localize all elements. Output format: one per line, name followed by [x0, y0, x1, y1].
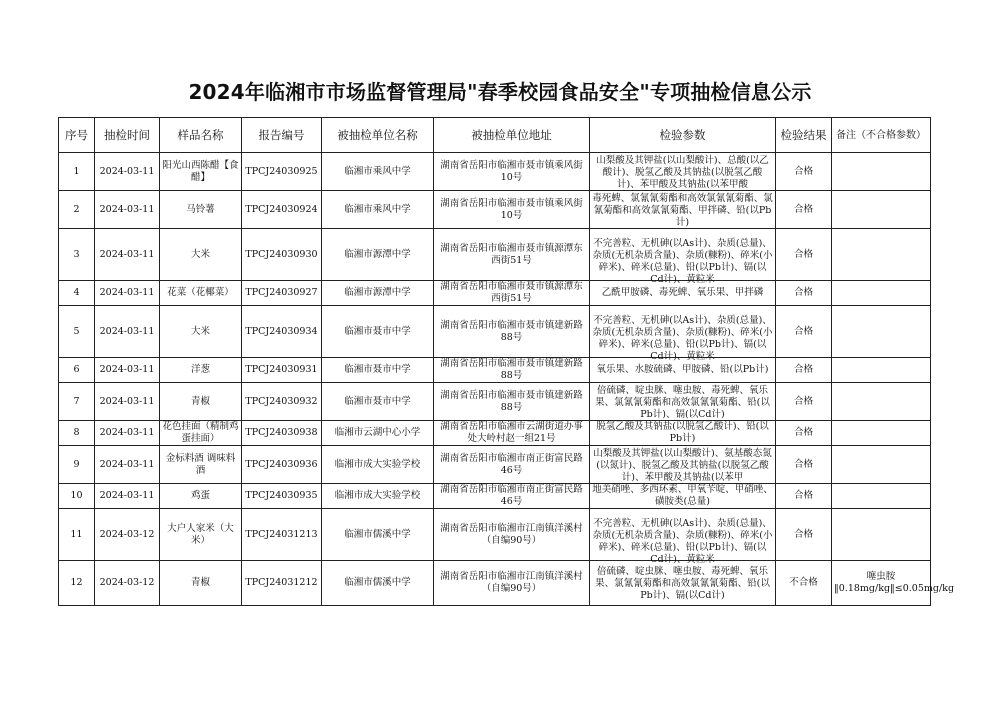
cell-sample: [160, 306, 242, 358]
cell-no: [59, 306, 95, 358]
cell-sample-text: 金标料酒 调味料酒: [165, 452, 236, 476]
cell-date: [95, 358, 160, 383]
cell-sample: [160, 358, 242, 383]
cell-sample: [160, 191, 242, 229]
cell-address: [434, 153, 590, 191]
cell-report: [242, 281, 322, 306]
cell-note-text: 噻虫胺‖0.18mg/kg‖≤0.05mg/kg: [834, 571, 955, 594]
header-cell-report: 报告编号: [242, 118, 322, 153]
cell-note: [832, 421, 931, 446]
cell-no: [59, 383, 95, 421]
cell-no: [59, 509, 95, 561]
inspection-table: [58, 117, 955, 606]
cell-params-text: 不完善粒、无机砷(以As计)、杂质(总量)、杂质(无机杂质含量)、杂质(糠粉)、碎米(小碎米)、碎米(总量)、铅(以Pb计)、镉(以Cd计)、黄粒米: [592, 237, 773, 285]
cell-unit-text: 临湘市成大实验学校: [334, 458, 421, 470]
cell-address-text: 湖南省岳阳市临湘市云湖街道办事处大岭村赵一组21号: [440, 421, 583, 444]
cell-result: [776, 191, 832, 229]
cell-params-text: 倍硫磷、啶虫脒、噻虫胺、毒死蜱、氧乐果、氯氰氰菊酯和高效氯氰氰菊酯、铅(以Pb计)、镉(以Cd计): [595, 384, 770, 420]
cell-result: [776, 421, 832, 446]
table-row: [59, 306, 931, 358]
table-row: [59, 358, 931, 383]
cell-result-text: 合格: [793, 364, 813, 375]
header-cell-note: 备注（不合格参数）: [832, 118, 931, 153]
cell-result: [776, 484, 832, 509]
cell-address: [434, 561, 590, 606]
cell-sample-text: 花色挂面（精制鸡蛋挂面）: [162, 421, 239, 444]
table-row: [59, 484, 931, 509]
cell-result: [776, 281, 832, 306]
table-row: [59, 153, 931, 191]
cell-params: [590, 561, 776, 606]
cell-date-text: 2024-03-12: [99, 577, 155, 588]
cell-report-text: TPCJ24030925: [245, 165, 318, 177]
header-cell-params: 检验参数: [590, 118, 776, 153]
table-row: [59, 191, 931, 229]
cell-unit-text: 临湘市乘风中学: [344, 203, 411, 215]
cell-unit-text: 临湘市聂市中学: [344, 325, 411, 337]
cell-address-text: 湖南省岳阳市临湘市聂市镇建新路88号: [440, 389, 583, 413]
cell-sample-text: 青椒: [190, 395, 210, 407]
cell-result-text: 合格: [793, 427, 813, 438]
cell-result-text: 合格: [793, 490, 813, 501]
cell-date-text: 2024-03-11: [99, 325, 155, 337]
cell-report: [242, 509, 322, 561]
cell-report: [242, 421, 322, 446]
cell-note: [832, 153, 931, 191]
cell-sample: [160, 229, 242, 281]
cell-params-text: 地美硝唑、多西环素、甲氧苄啶、甲硝唑、磺胺类(总量): [592, 484, 773, 507]
cell-params: [590, 421, 776, 446]
cell-note: [832, 561, 955, 606]
cell-result-text: 合格: [793, 203, 813, 215]
cell-date: [95, 306, 160, 358]
cell-sample: [160, 281, 242, 306]
cell-no: [59, 191, 95, 229]
cell-report-text: TPCJ24030924: [245, 203, 318, 215]
cell-sample-text: 马铃薯: [186, 203, 215, 215]
cell-note: [832, 509, 931, 561]
cell-result-text: 合格: [793, 165, 813, 177]
cell-no: [59, 358, 95, 383]
table-row: [59, 229, 931, 281]
cell-address: [434, 383, 590, 421]
header-row: [59, 118, 931, 153]
header-cell-unit: 被抽检单位名称: [322, 118, 434, 153]
cell-unit: [322, 306, 434, 358]
cell-note: [832, 446, 931, 484]
cell-address-text: 湖南省岳阳市临湘市聂市镇源潭东西街51号: [440, 281, 583, 304]
cell-sample: [160, 484, 242, 509]
cell-result: [776, 561, 832, 606]
cell-date: [95, 561, 160, 606]
cell-report: [242, 229, 322, 281]
cell-date-text: 2024-03-11: [99, 490, 155, 501]
cell-date: [95, 421, 160, 446]
cell-date: [95, 229, 160, 281]
cell-no-text: 3: [73, 248, 80, 260]
cell-report-text: TPCJ24030935: [245, 490, 318, 501]
cell-no-text: 6: [73, 364, 80, 375]
cell-report: [242, 306, 322, 358]
cell-unit: [322, 153, 434, 191]
cell-report: [242, 191, 322, 229]
cell-unit: [322, 561, 434, 606]
cell-address: [434, 484, 590, 509]
cell-no-text: 5: [73, 325, 80, 337]
table-body: [59, 153, 955, 606]
page-title: 2024年临湘市市场监督管理局"春季校园食品安全"专项抽检信息公示: [188, 80, 812, 104]
cell-address: [434, 421, 590, 446]
cell-result: [776, 383, 832, 421]
cell-report: [242, 358, 322, 383]
table-row: [59, 561, 931, 606]
cell-note: [832, 484, 931, 509]
cell-address: [434, 306, 590, 358]
cell-date-text: 2024-03-12: [99, 528, 155, 540]
table-row: [59, 446, 931, 484]
cell-result: [776, 358, 832, 383]
cell-address: [434, 229, 590, 281]
cell-note: [832, 281, 931, 306]
cell-date-text: 2024-03-11: [99, 165, 155, 177]
cell-unit: [322, 383, 434, 421]
cell-unit-text: 临湘市源潭中学: [344, 287, 411, 298]
cell-report-text: TPCJ24030932: [245, 395, 318, 407]
cell-address: [434, 281, 590, 306]
cell-report: [242, 153, 322, 191]
cell-no-text: 7: [73, 395, 80, 407]
cell-date-text: 2024-03-11: [99, 287, 155, 298]
cell-unit-text: 临湘市儒溪中学: [344, 528, 411, 540]
cell-unit-text: 临湘市聂市中学: [344, 364, 411, 375]
cell-result: [776, 509, 832, 561]
cell-params-text: 氧乐果、水胺硫磷、甲胺磷、铅(以Pb计): [596, 364, 769, 375]
cell-sample-text: 大米: [190, 325, 210, 337]
cell-sample-text: 洋葱: [190, 364, 210, 375]
cell-no: [59, 281, 95, 306]
cell-report: [242, 484, 322, 509]
cell-no: [59, 484, 95, 509]
header-cell-no: 序号: [59, 118, 95, 153]
cell-report-text: TPCJ24030934: [245, 325, 318, 337]
cell-unit: [322, 421, 434, 446]
cell-date: [95, 153, 160, 191]
cell-no: [59, 153, 95, 191]
cell-unit: [322, 191, 434, 229]
cell-sample: [160, 561, 242, 606]
cell-result-text: 不合格: [789, 577, 818, 588]
cell-report-text: TPCJ24030930: [245, 248, 318, 260]
cell-unit: [322, 229, 434, 281]
cell-sample-text: 花菜（花椰菜）: [167, 287, 234, 298]
table-row: [59, 509, 931, 561]
cell-sample: [160, 383, 242, 421]
cell-note: [832, 383, 931, 421]
cell-unit: [322, 509, 434, 561]
cell-params: [590, 446, 776, 484]
cell-unit-text: 临湘市成大实验学校: [334, 490, 421, 501]
cell-note: [832, 306, 931, 358]
cell-unit: [322, 281, 434, 306]
cell-result-text: 合格: [793, 528, 813, 540]
cell-no-text: 1: [73, 165, 80, 177]
cell-address: [434, 191, 590, 229]
cell-no: [59, 421, 95, 446]
cell-report: [242, 446, 322, 484]
header-cell-sample: 样品名称: [160, 118, 242, 153]
cell-address: [434, 446, 590, 484]
cell-sample: [160, 446, 242, 484]
cell-sample-text: 鸡蛋: [190, 490, 210, 501]
cell-params-text: 脱氢乙酸及其钠盐(以脱氢乙酸计)、铅(以Pb计): [596, 421, 769, 444]
cell-report-text: TPCJ24030938: [245, 427, 318, 438]
cell-report-text: TPCJ24030936: [245, 458, 318, 470]
cell-params: [590, 229, 776, 285]
cell-address-text: 湖南省岳阳市临湘市江南镇洋溪村（自编90号）: [440, 522, 583, 546]
cell-report-text: TPCJ24031212: [245, 577, 318, 588]
cell-unit-text: 临湘市聂市中学: [344, 395, 411, 407]
table-row: [59, 383, 931, 421]
cell-address-text: 湖南省岳阳市临湘市聂市镇乘风街10号: [440, 159, 583, 183]
cell-result: [776, 153, 832, 191]
cell-params-text: 乙酰甲胺磷、毒死蜱、氧乐果、甲拌磷: [601, 287, 764, 298]
cell-sample: [160, 509, 242, 561]
cell-date-text: 2024-03-11: [99, 427, 155, 438]
cell-params: [590, 484, 776, 509]
cell-sample-text: 大米: [190, 248, 210, 260]
cell-report-text: TPCJ24030927: [245, 287, 318, 298]
cell-date: [95, 446, 160, 484]
cell-address-text: 湖南省岳阳市临湘市南正街富民路46号: [440, 452, 583, 476]
cell-report-text: TPCJ24030931: [245, 364, 318, 375]
cell-unit: [322, 484, 434, 509]
cell-unit: [322, 358, 434, 383]
cell-params: [590, 509, 776, 565]
cell-result-text: 合格: [793, 395, 813, 407]
table-row: [59, 281, 931, 306]
cell-params-text: 倍硫磷、啶虫脒、噻虫胺、毒死蜱、氧乐果、氯氰氰菊酯和高效氯氰氰菊酯、铅(以Pb计)、镉(以Cd计): [595, 566, 770, 601]
cell-no-text: 8: [73, 427, 80, 438]
table-row: [59, 421, 931, 446]
cell-date-text: 2024-03-11: [99, 458, 155, 470]
cell-address-text: 湖南省岳阳市临湘市江南镇洋溪村（自编90号）: [440, 571, 583, 594]
cell-no: [59, 446, 95, 484]
cell-result-text: 合格: [793, 287, 813, 298]
header-cell-address: 被抽检单位地址: [434, 118, 590, 153]
cell-address-text: 湖南省岳阳市临湘市南正街富民路46号: [440, 484, 583, 507]
cell-no-text: 10: [70, 490, 83, 501]
cell-params-text: 山梨酸及其钾盐(以山梨酸计)、总酸(以乙酸计)、脱氢乙酸及其钠盐(以脱氢乙酸计)、苯甲酸及其钠盐(以苯甲酸: [596, 154, 769, 190]
cell-no-text: 2: [73, 203, 80, 215]
cell-date: [95, 191, 160, 229]
cell-params: [590, 191, 776, 229]
cell-report: [242, 383, 322, 421]
cell-date: [95, 383, 160, 421]
cell-unit-text: 临湘市乘风中学: [344, 165, 411, 177]
cell-report-text: TPCJ24031213: [245, 528, 318, 540]
header-cell-result: 检验结果: [776, 118, 832, 153]
cell-result: [776, 229, 832, 281]
cell-params: [590, 306, 776, 362]
cell-params-text: 毒死蜱、氯氰氰菊酯和高效氯氰氰菊酯、氯氰菊酯和高效氯氰菊酯、甲拌磷、铅(以Pb计): [592, 192, 773, 228]
cell-unit-text: 临湘市儒溪中学: [344, 577, 411, 588]
cell-params-text: 山梨酸及其钾盐(以山梨酸计)、氨基酸态氮(以氮计)、脱氢乙酸及其钠盐(以脱氢乙酸计)、苯甲酸及其钠盐(以苯甲: [593, 447, 772, 483]
cell-note: [832, 191, 931, 229]
cell-no: [59, 561, 95, 606]
cell-params: [590, 153, 776, 191]
cell-result: [776, 306, 832, 358]
cell-sample-text: 大户人家米（大米）: [167, 522, 234, 546]
cell-unit: [322, 446, 434, 484]
cell-sample: [160, 153, 242, 191]
cell-sample-text: 阳光山西陈醋【食醋】: [162, 159, 239, 183]
cell-result-text: 合格: [793, 458, 813, 470]
cell-unit-text: 临湘市云湖中心小学: [334, 427, 421, 438]
cell-date-text: 2024-03-11: [99, 203, 155, 215]
cell-no-text: 4: [73, 287, 80, 298]
cell-address-text: 湖南省岳阳市临湘市聂市镇建新路88号: [440, 358, 583, 381]
cell-address-text: 湖南省岳阳市临湘市聂市镇建新路88号: [440, 319, 583, 343]
cell-no-text: 11: [70, 528, 83, 540]
cell-date-text: 2024-03-11: [99, 364, 155, 375]
cell-report: [242, 561, 322, 606]
cell-date: [95, 281, 160, 306]
cell-address: [434, 509, 590, 561]
cell-result-text: 合格: [793, 325, 813, 337]
cell-params: [590, 383, 776, 421]
cell-date-text: 2024-03-11: [99, 248, 155, 260]
cell-date-text: 2024-03-11: [99, 395, 155, 407]
cell-no-text: 9: [73, 458, 80, 470]
cell-no: [59, 229, 95, 281]
cell-sample-text: 青椒: [190, 577, 210, 588]
cell-address-text: 湖南省岳阳市临湘市聂市镇源潭东西街51号: [440, 242, 583, 266]
cell-address: [434, 358, 590, 383]
cell-sample: [160, 421, 242, 446]
cell-date: [95, 484, 160, 509]
cell-result: [776, 446, 832, 484]
cell-address-text: 湖南省岳阳市临湘市聂市镇乘风街10号: [440, 197, 583, 221]
cell-params-text: 不完善粒、无机砷(以As计)、杂质(总量)、杂质(无机杂质含量)、杂质(糠粉)、碎米(小碎米)、碎米(总量)、铅(以Pb计)、镉(以Cd计)、黄粒米: [592, 314, 773, 362]
cell-params-text: 不完善粒、无机砷(以As计)、杂质(总量)、杂质(无机杂质含量)、杂质(糠粉)、碎米(小碎米)、碎米(总量)、铅(以Pb计)、镉(以Cd计)、黄粒米: [592, 517, 773, 565]
cell-date: [95, 509, 160, 561]
header-cell-date: 抽检时间: [95, 118, 160, 153]
cell-note: [832, 229, 931, 281]
cell-no-text: 12: [70, 577, 83, 588]
cell-unit-text: 临湘市源潭中学: [344, 248, 411, 260]
cell-result-text: 合格: [793, 248, 813, 260]
cell-note: [832, 358, 931, 383]
